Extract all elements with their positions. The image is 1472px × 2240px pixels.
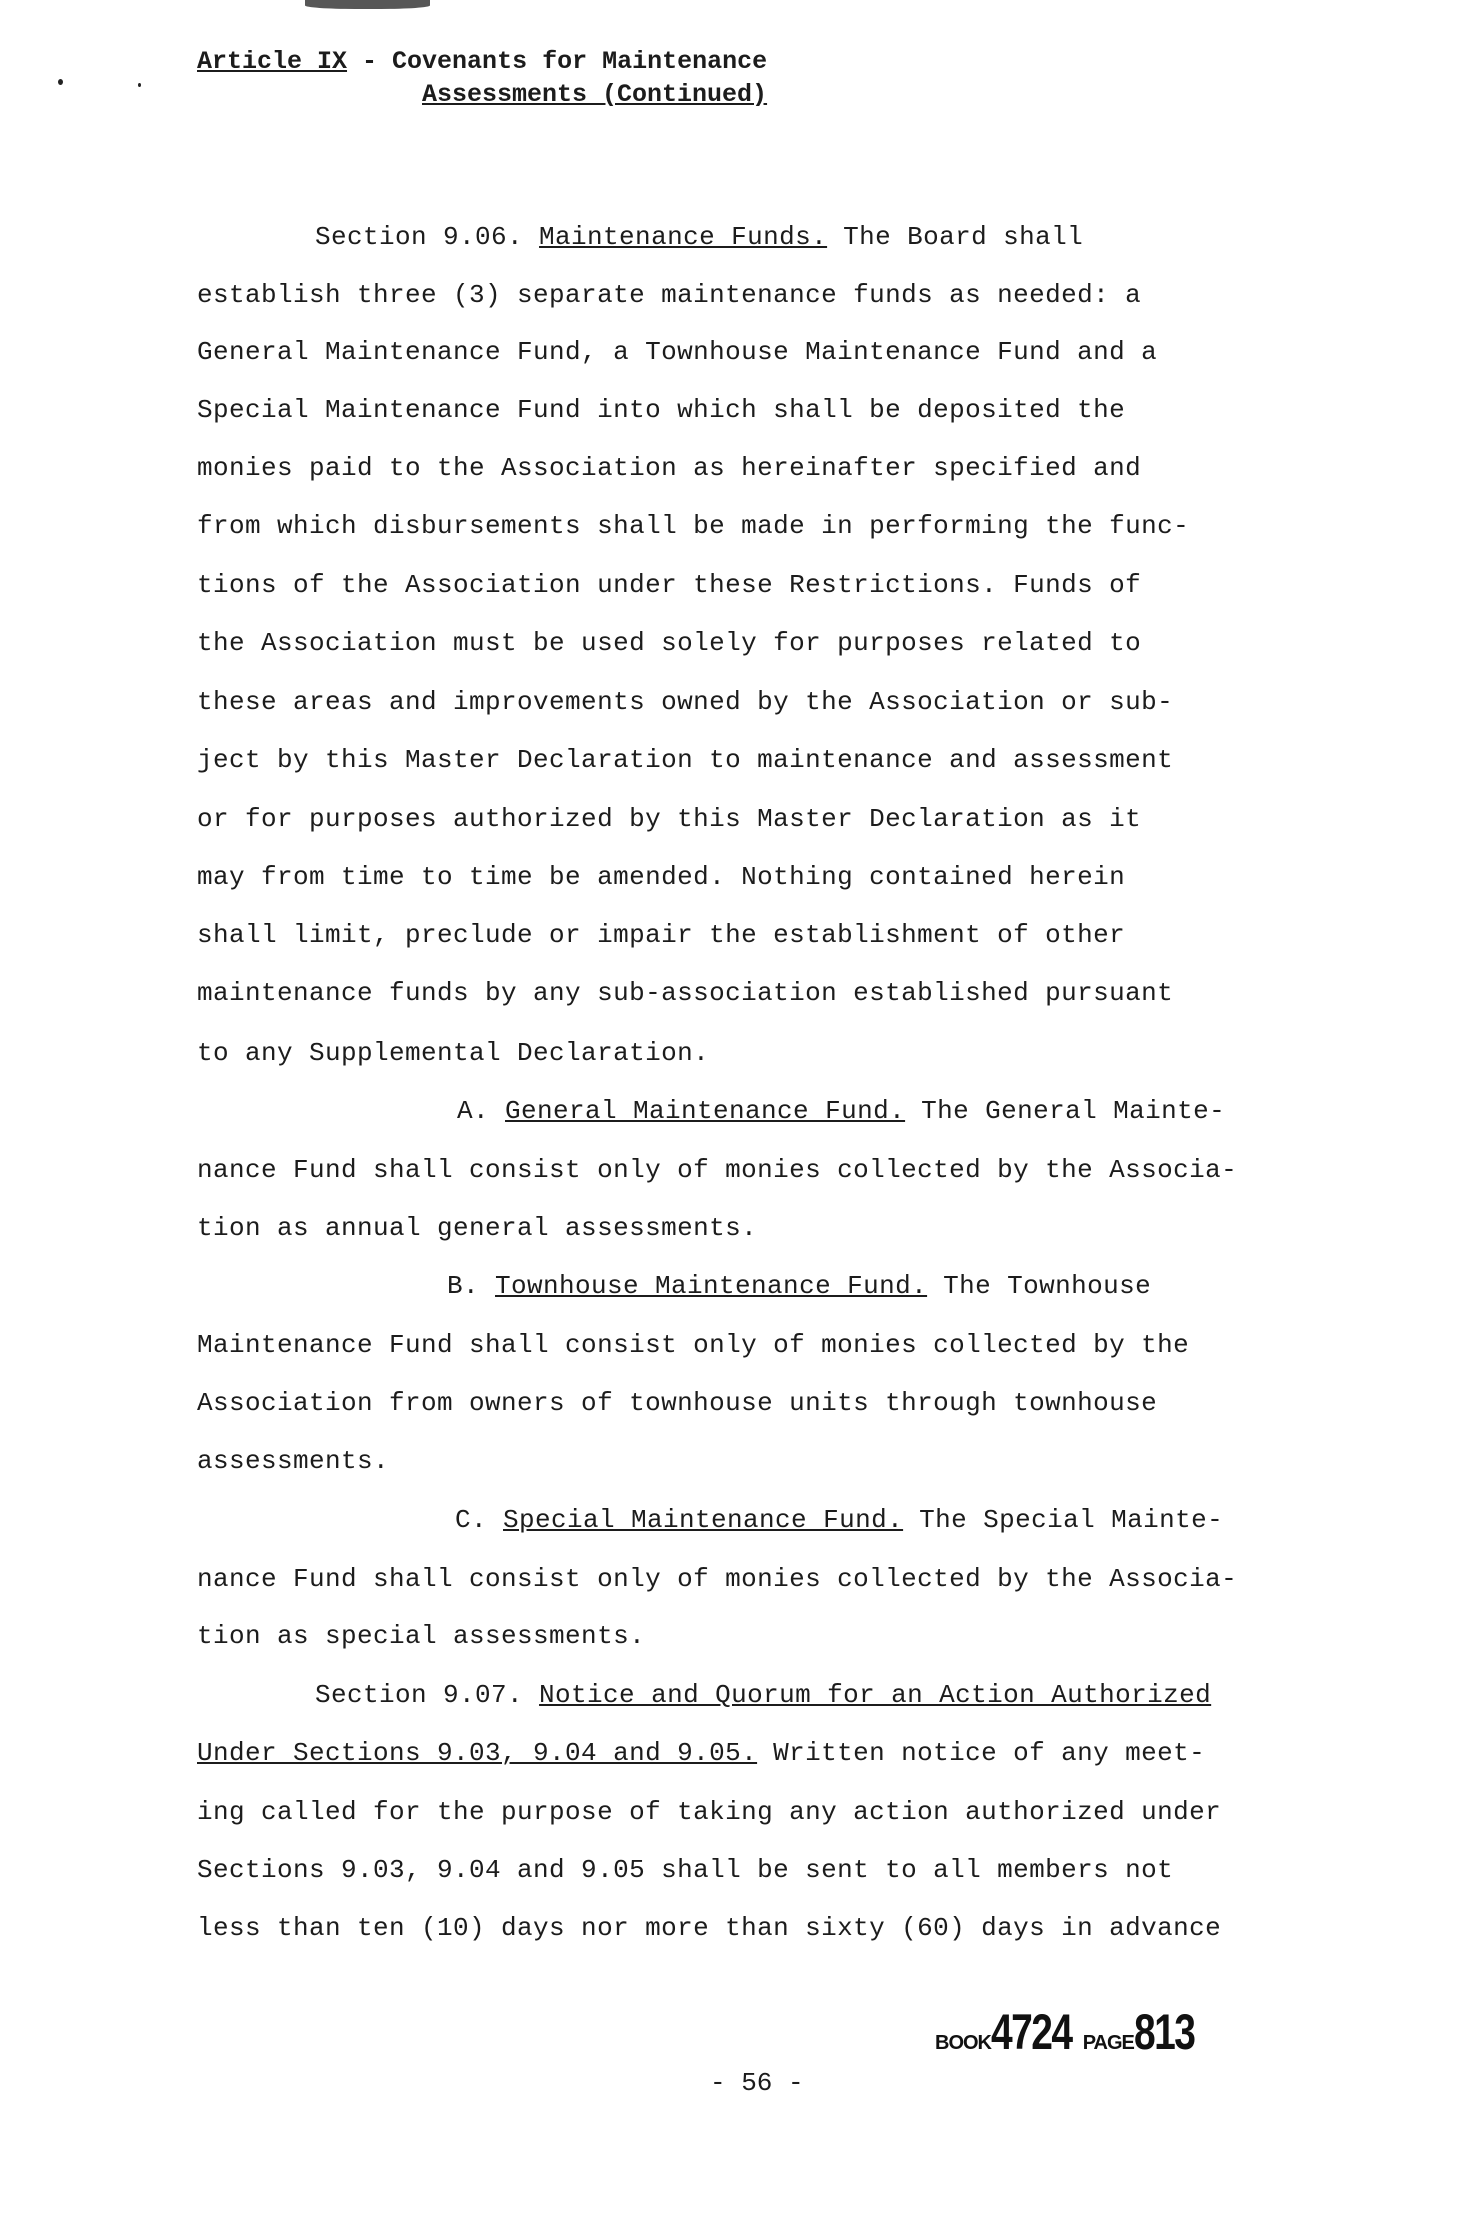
page-number: - 56 - bbox=[710, 2068, 804, 2098]
text-line bbox=[197, 1446, 389, 1476]
text-segment: The Special Mainte- bbox=[903, 1505, 1224, 1535]
article-header bbox=[197, 45, 768, 109]
text-line bbox=[197, 1564, 1237, 1594]
text-line bbox=[455, 1505, 1223, 1535]
underlined-heading: Notice and Quorum for an Action Authorized bbox=[539, 1680, 1212, 1710]
page-label: PAGE bbox=[1082, 2032, 1134, 2054]
text-line bbox=[197, 280, 1141, 310]
text-segment: General Maintenance Fund, a Townhouse Maintenance Fund and a bbox=[197, 337, 1158, 367]
book-number: 4724 bbox=[991, 2004, 1072, 2060]
text-line bbox=[197, 1738, 1205, 1768]
text-segment: tion as annual general assessments. bbox=[197, 1213, 758, 1243]
scan-speck bbox=[138, 83, 141, 87]
text-line bbox=[197, 1213, 757, 1243]
recording-stamp bbox=[935, 2003, 1211, 2061]
text-segment: ject by this Master Declaration to maintenance and assessment bbox=[197, 745, 1174, 775]
text-segment: A. bbox=[457, 1096, 506, 1126]
text-segment: Maintenance Fund shall consist only of monies collected by the bbox=[197, 1330, 1190, 1360]
text-line bbox=[197, 570, 1141, 600]
text-line bbox=[197, 862, 1125, 892]
text-segment: tion as special assessments. bbox=[197, 1621, 646, 1651]
text-segment: B. bbox=[447, 1271, 496, 1301]
text-segment: the Association must be used solely for purposes related to bbox=[197, 628, 1142, 658]
text-line bbox=[315, 222, 1083, 252]
text-segment: Section 9.06. bbox=[315, 222, 540, 252]
text-segment: tions of the Association under these Restrictions. Funds of bbox=[197, 570, 1142, 600]
text-segment: less than ten (10) days nor more than sixty (60) days in advance bbox=[197, 1913, 1222, 1943]
book-label: BOOK bbox=[935, 2032, 991, 2054]
text-segment: ing called for the purpose of taking any action authorized under bbox=[197, 1797, 1222, 1827]
text-segment: monies paid to the Association as hereinafter specified and bbox=[197, 453, 1142, 483]
text-line bbox=[197, 628, 1141, 658]
text-line bbox=[197, 745, 1173, 775]
text-segment: nance Fund shall consist only of monies collected by the Associa- bbox=[197, 1155, 1238, 1185]
text-segment: shall limit, preclude or impair the establishment of other bbox=[197, 920, 1126, 950]
text-segment: Section 9.07. bbox=[315, 1680, 540, 1710]
underlined-heading: Townhouse Maintenance Fund. bbox=[495, 1271, 928, 1301]
header-dash: - bbox=[347, 47, 393, 76]
text-segment: Written notice of any meet- bbox=[757, 1738, 1206, 1768]
text-line bbox=[197, 804, 1141, 834]
article-title-line1: Covenants for Maintenance bbox=[392, 47, 768, 76]
text-line bbox=[447, 1271, 1151, 1301]
text-segment: Special Maintenance Fund into which shall be deposited the bbox=[197, 395, 1126, 425]
text-segment: to any Supplemental Declaration. bbox=[197, 1038, 710, 1068]
text-line bbox=[197, 1330, 1189, 1360]
text-segment: or for purposes authorized by this Master Declaration as it bbox=[197, 804, 1142, 834]
text-line bbox=[197, 337, 1157, 367]
article-title-line2: Assessments (Continued) bbox=[422, 80, 768, 109]
text-segment: establish three (3) separate maintenance funds as needed: a bbox=[197, 280, 1142, 310]
text-segment: nance Fund shall consist only of monies collected by the Associa- bbox=[197, 1564, 1238, 1594]
text-segment: maintenance funds by any sub-association established pursuant bbox=[197, 978, 1174, 1008]
text-segment: may from time to time be amended. Nothing contained herein bbox=[197, 862, 1126, 892]
text-line bbox=[197, 1855, 1173, 1885]
scan-speck bbox=[58, 79, 63, 85]
text-line bbox=[197, 1038, 709, 1068]
text-line bbox=[197, 511, 1189, 541]
text-segment: Sections 9.03, 9.04 and 9.05 shall be sent to all members not bbox=[197, 1855, 1174, 1885]
scan-artifact bbox=[305, 0, 430, 9]
text-line bbox=[457, 1096, 1225, 1126]
text-line bbox=[197, 687, 1173, 717]
text-line bbox=[197, 1621, 645, 1651]
text-segment: The Board shall bbox=[827, 222, 1084, 252]
text-line bbox=[197, 920, 1125, 950]
text-line bbox=[197, 453, 1141, 483]
text-segment: these areas and improvements owned by the Association or sub- bbox=[197, 687, 1174, 717]
text-segment: C. bbox=[455, 1505, 504, 1535]
text-segment: assessments. bbox=[197, 1446, 390, 1476]
underlined-heading: Special Maintenance Fund. bbox=[503, 1505, 904, 1535]
underlined-heading: Maintenance Funds. bbox=[539, 222, 828, 252]
text-segment: The Townhouse bbox=[927, 1271, 1152, 1301]
text-line bbox=[197, 978, 1173, 1008]
text-segment: The General Mainte- bbox=[905, 1096, 1226, 1126]
underlined-heading: General Maintenance Fund. bbox=[505, 1096, 906, 1126]
text-line bbox=[197, 1797, 1221, 1827]
text-segment: Association from owners of townhouse units through townhouse bbox=[197, 1388, 1158, 1418]
article-label: Article IX bbox=[197, 47, 348, 76]
text-line bbox=[197, 395, 1125, 425]
underlined-heading: Under Sections 9.03, 9.04 and 9.05. bbox=[197, 1738, 758, 1768]
text-segment: from which disbursements shall be made in performing the func- bbox=[197, 511, 1190, 541]
recorded-page-number: 813 bbox=[1133, 2004, 1195, 2060]
text-line bbox=[197, 1388, 1157, 1418]
text-line bbox=[315, 1680, 1211, 1710]
text-line bbox=[197, 1155, 1237, 1185]
text-line bbox=[197, 1913, 1221, 1943]
